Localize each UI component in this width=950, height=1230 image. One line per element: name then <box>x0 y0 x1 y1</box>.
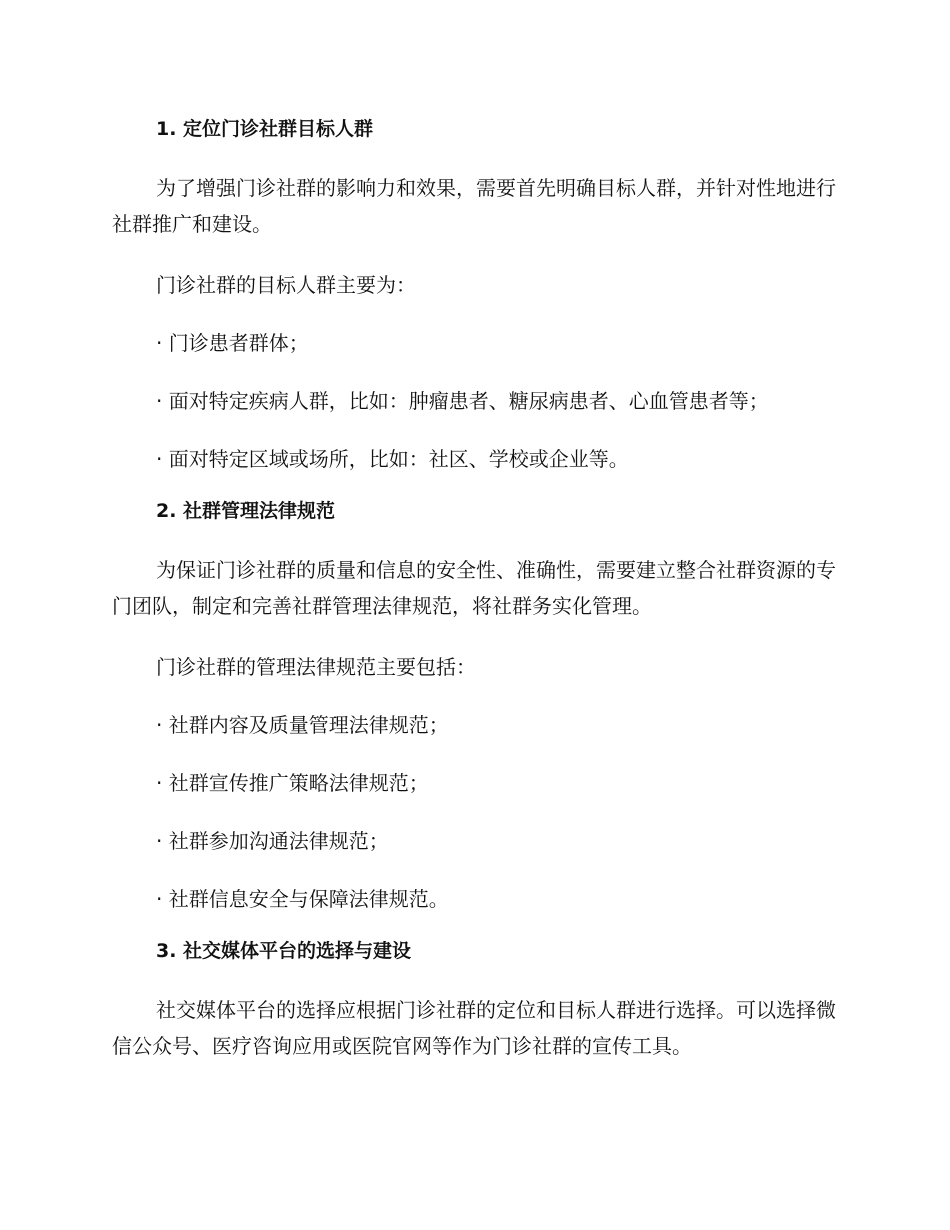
list-item: · 门诊患者群体； <box>156 331 309 355</box>
list-item: · 社群宣传推广策略法律规范； <box>156 771 429 795</box>
section-2-intro: 门诊社群的管理法律规范主要包括： <box>156 655 476 679</box>
list-item: · 面对特定疾病人群，比如：肿瘤患者、糖尿病患者、心血管患者等； <box>156 389 769 413</box>
list-item: · 社群参加沟通法律规范； <box>156 829 389 853</box>
section-3-heading: 3. 社交媒体平台的选择与建设 <box>156 940 412 962</box>
section-3-paragraph: 社交媒体平台的选择应根据门诊社群的定位和目标人群进行选择。可以选择微信公众号、医疗咨询应用或医院官网等作为门诊社群的宣传工具。 <box>112 998 836 1058</box>
list-item: · 社群内容及质量管理法律规范； <box>156 713 449 737</box>
section-1-paragraph: 为了增强门诊社群的影响力和效果，需要首先明确目标人群，并针对性地进行社群推广和建设。 <box>112 176 836 236</box>
list-item: · 社群信息安全与保障法律规范。 <box>156 887 449 911</box>
section-2-heading: 2. 社群管理法律规范 <box>156 500 336 522</box>
list-item: · 面对特定区域或场所，比如：社区、学校或企业等。 <box>156 447 629 471</box>
section-1-intro: 门诊社群的目标人群主要为： <box>156 273 416 297</box>
section-2-paragraph: 为保证门诊社群的质量和信息的安全性、准确性，需要建立整合社群资源的专门团队，制定和完善社群管理法律规范，将社群务实化管理。 <box>112 558 836 618</box>
section-1-heading: 1. 定位门诊社群目标人群 <box>156 118 374 140</box>
